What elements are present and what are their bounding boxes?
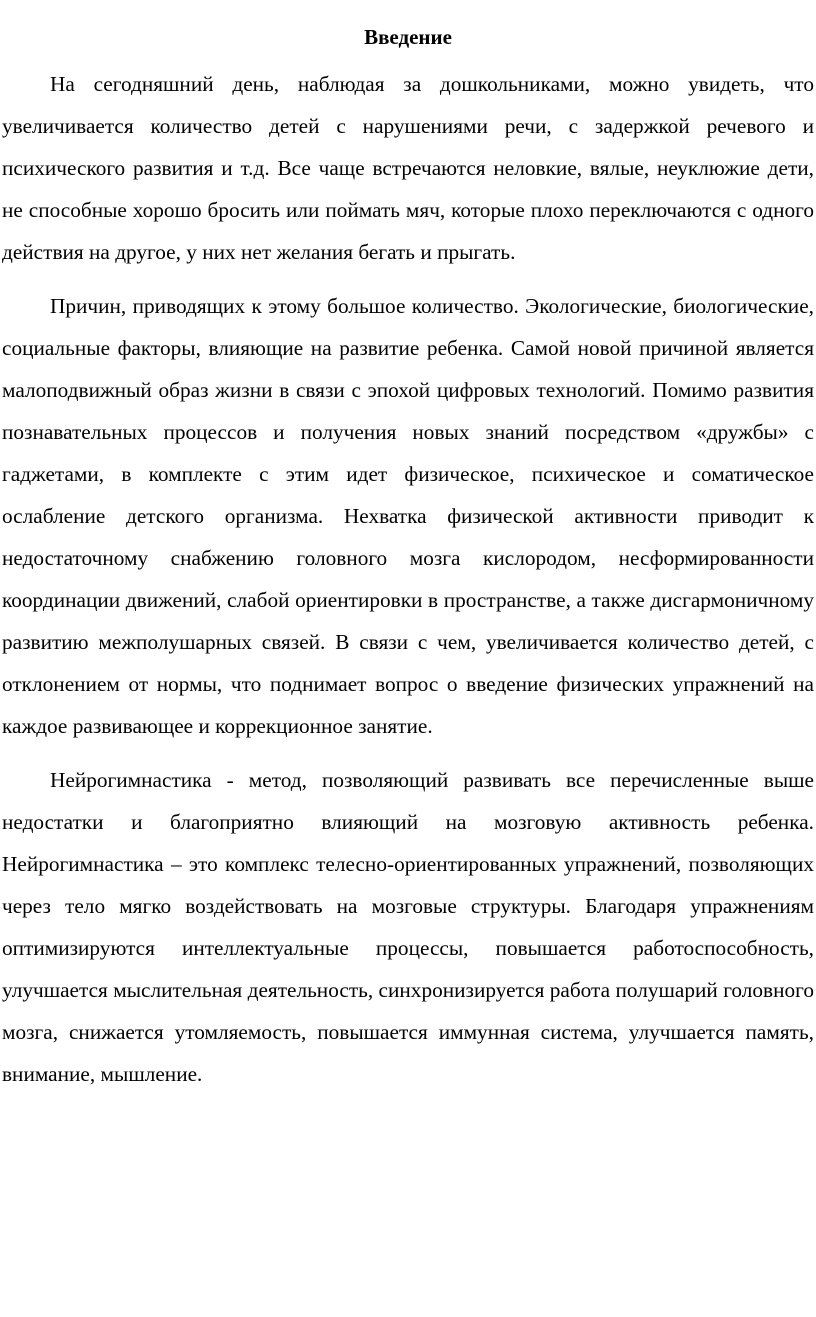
paragraph-2: Причин, приводящих к этому большое количество. Экологические, биологические, социальные факторы, влияющие на развитие ребенка. Самой новой причиной является малоподвижный образ жизни в связи с эпохой цифровых технологий. Помимо развития познавательных процессов и получения новых знаний посредством «дружбы» с гаджетами, в комплекте с этим идет физическое, психическое и соматическое ослабление детского организма. Нехватка физической активности приводит к недостаточному снабжению головного мозга кислородом, несформированности координации движений, слабой ориентировки в пространстве, а также дисгармоничному развитию межполушарных связей. В связи с чем, увеличивается количество детей, с отклонением от нормы, что поднимает вопрос о введение физических упражнений на каждое развивающее и коррекционное занятие. xyxy=(2,294,814,738)
paragraph-1: На сегодняшний день, наблюдая за дошкольниками, можно увидеть, что увеличивается количество детей с нарушениями речи, с задержкой речевого и психического развития и т.д. Все чаще встречаются неловкие, вялые, неуклюжие дети, не способные хорошо бросить или поймать мяч, которые плохо переключаются с одного действия на другое, у них нет желания бегать и прыгать. xyxy=(2,72,814,264)
page-title: Введение xyxy=(364,25,452,49)
paragraph-3: Нейрогимнастика - метод, позволяющий развивать все перечисленные выше недостатки и благоприятно влияющий на мозговую активность ребенка. Нейрогимнастика – это комплекс телесно-ориентированных упражнений, позволяющих через тело мягко воздействовать на мозговые структуры. Благодаря упражнениям оптимизируются интеллектуальные процессы, повышается работоспособность, улучшается мыслительная деятельность, синхронизируется работа полушарий головного мозга, снижается утомляемость, повышается иммунная система, улучшается память, внимание, мышление. xyxy=(2,768,814,1086)
